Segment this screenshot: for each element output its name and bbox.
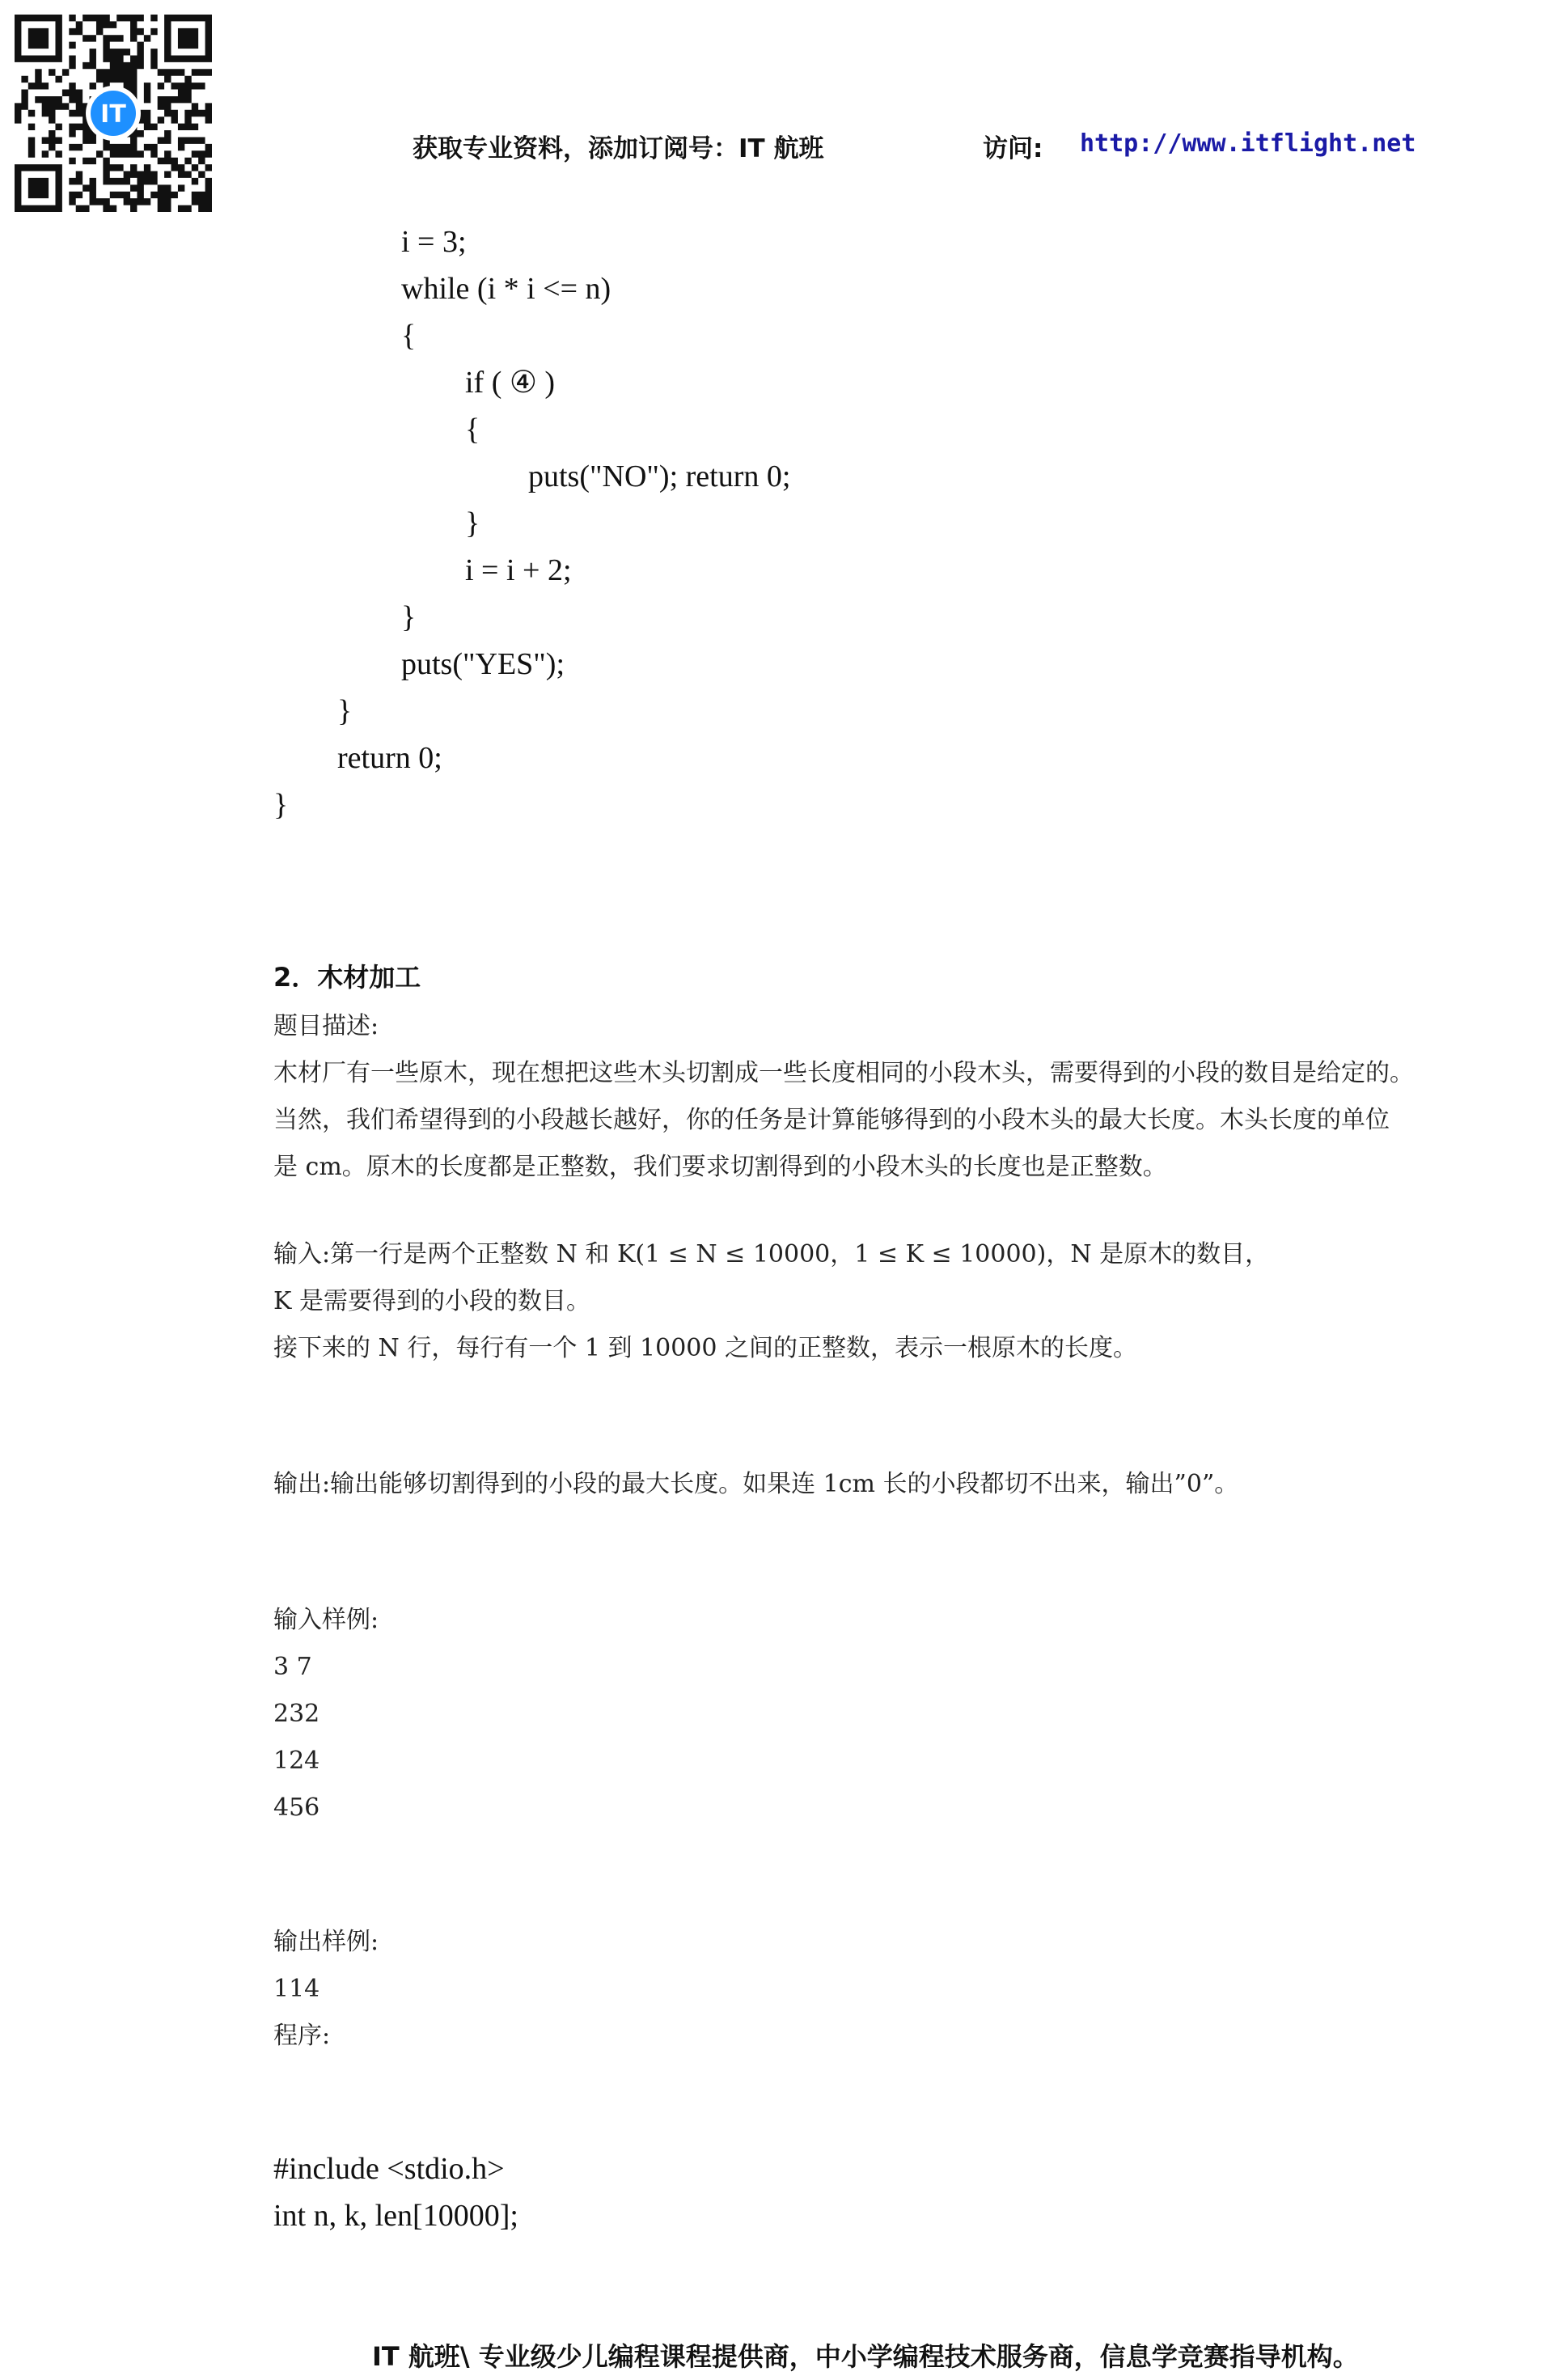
code-line: int n, k, len[10000]; [273, 2199, 518, 2233]
page-footer: IT 航班\ 专业级少儿编程课程提供商，中小学编程技术服务商，信息学竞赛指导机构。 [372, 2341, 1359, 2372]
code-line: while (i * i <= n) [401, 272, 611, 306]
code-line: } [337, 694, 353, 728]
sample-output-line: 114 [273, 1975, 320, 2003]
problem-title: 2．木材加工 [273, 962, 421, 993]
code-line: puts("NO"); return 0; [528, 459, 791, 493]
sample-output-label: 输出样例: [273, 1928, 379, 1956]
subscribe-text: 获取专业资料，添加订阅号：IT 航班 [413, 134, 824, 163]
qr-code [15, 15, 212, 212]
description-label: 题目描述: [273, 1012, 379, 1040]
site-link[interactable]: http://www.itflight.net [1080, 129, 1416, 158]
output-spec: 输出:输出能够切割得到的小段的最大长度。如果连 1cm 长的小段都切不出来，输出”0”。 [273, 1470, 1239, 1498]
sample-input-line: 232 [273, 1700, 320, 1728]
code-line: if ( ④ ) [465, 366, 556, 400]
input-line: K 是需要得到的小段的数目。 [273, 1287, 590, 1315]
code-line: return 0; [337, 741, 442, 775]
description-line: 是 cm。原木的长度都是正整数，我们要求切割得到的小段木头的长度也是正整数。 [273, 1153, 1167, 1181]
sample-input-label: 输入样例: [273, 1606, 379, 1634]
visit-label: 访问: [983, 134, 1043, 163]
code-line: #include <stdio.h> [273, 2152, 505, 2186]
code-line: i = 3; [401, 225, 467, 259]
sample-input-line: 3 7 [273, 1653, 312, 1681]
code-line: puts("YES"); [401, 647, 565, 681]
sample-input-line: 456 [273, 1793, 320, 1822]
page-header [413, 128, 1416, 163]
description-line: 木材厂有一些原木，现在想把这些木头切割成一些长度相同的小段木头，需要得到的小段的数目是给定的。 [273, 1059, 1414, 1087]
program-label: 程序: [273, 2022, 331, 2050]
qr-code-icon [15, 15, 212, 212]
code-line: } [465, 506, 480, 540]
input-line: 输入:第一行是两个正整数 N 和 K(1 ≤ N ≤ 10000，1 ≤ K ≤ 10000)，N 是原木的数目， [273, 1240, 1270, 1268]
sample-input-line: 124 [273, 1747, 320, 1775]
code-line: { [401, 319, 417, 353]
code-line: } [273, 788, 289, 822]
input-line: 接下来的 N 行，每行有一个 1 到 10000 之间的正整数，表示一根原木的长度。 [273, 1334, 1137, 1362]
description-line: 当然，我们希望得到的小段越长越好，你的任务是计算能够得到的小段木头的最大长度。木头长度的单位 [273, 1106, 1390, 1134]
code-line: } [401, 600, 417, 634]
qr-logo-text: IT [100, 100, 126, 129]
code-line: { [465, 413, 480, 447]
code-line: i = i + 2; [465, 553, 572, 587]
